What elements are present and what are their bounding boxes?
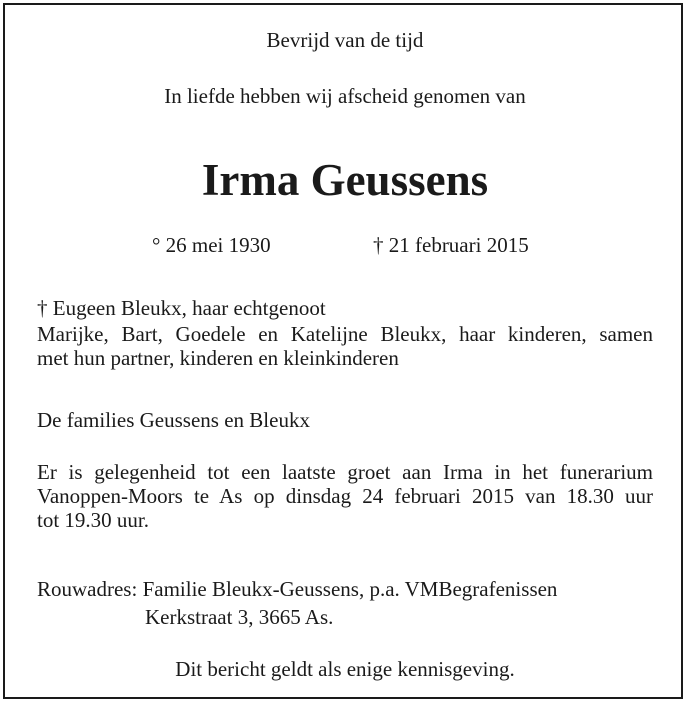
address-line-1: Rouwadres: Familie Bleukx-Geussens, p.a. VMBegrafenissen (37, 577, 558, 601)
spouse-line: † Eugeen Bleukx, haar echtgenoot (37, 296, 326, 320)
visitation-line-3: tot 19.30 uur. (37, 508, 150, 532)
intro-text: In liefde hebben wij afscheid genomen van (164, 84, 526, 108)
children-line-2: met hun partner, kinderen en kleinkinderen (37, 346, 399, 370)
notice-text: Dit bericht geldt als enige kennisgeving. (175, 657, 515, 681)
death-date: † 21 februari 2015 (373, 233, 529, 257)
birth-date: ° 26 mei 1930 (152, 233, 271, 257)
visitation-paragraph (37, 460, 653, 532)
deceased-name: Irma Geussens (201, 155, 489, 205)
children-paragraph (37, 322, 653, 370)
children-line-1: Marijke, Bart, Goedele en Katelijne Bleukx, haar kinderen, samen (37, 322, 653, 346)
address-line-2: Kerkstraat 3, 3665 As. (145, 605, 334, 629)
visitation-line-1: Er is gelegenheid tot een laatste groet aan Irma in het funerarium (37, 460, 653, 484)
visitation-line-2: Vanoppen-Moors te As op dinsdag 24 februari 2015 van 18.30 uur (37, 484, 653, 508)
motto: Bevrijd van de tijd (266, 28, 424, 52)
families-line: De families Geussens en Bleukx (37, 408, 310, 432)
